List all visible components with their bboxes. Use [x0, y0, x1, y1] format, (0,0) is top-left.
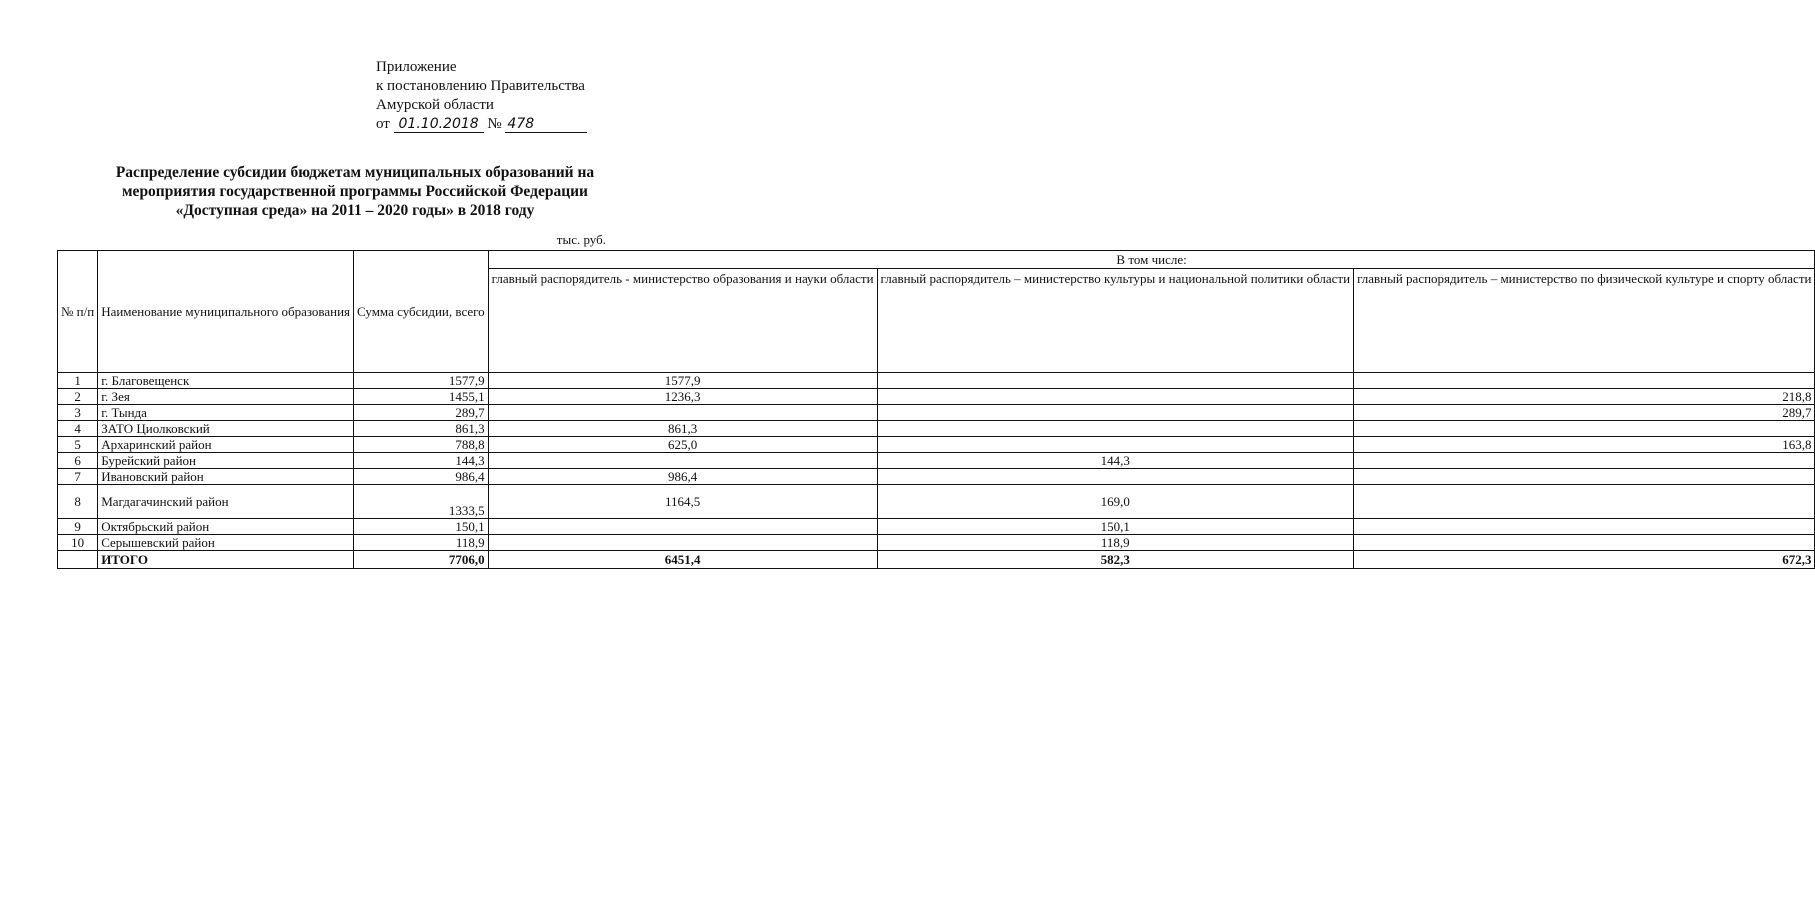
header-including: В том числе:	[488, 251, 1815, 269]
municipality-name: Октябрьский район	[98, 519, 354, 535]
subsidy-table	[57, 250, 1815, 569]
table-row	[58, 437, 1815, 453]
education-amount: 625,0	[488, 437, 877, 453]
header-name: Наименование муниципального образования	[98, 251, 354, 373]
culture-amount: 144,3	[877, 453, 1354, 469]
row-number: 5	[58, 437, 98, 453]
header-num: № п/п	[58, 251, 98, 373]
education-amount	[488, 519, 877, 535]
sport-amount	[1354, 469, 1815, 485]
title-line-1: Распределение субсидии бюджетам муниципальных образований на	[115, 164, 595, 181]
appendix-block	[376, 58, 587, 134]
table-row	[58, 453, 1815, 469]
total-sum: 118,9	[354, 535, 489, 551]
table-row	[58, 535, 1815, 551]
total-sum: 1333,5	[354, 485, 489, 519]
appendix-decree-line: к постановлению Правительства	[376, 78, 585, 94]
header-education: главный распорядитель - министерство образования и науки области	[488, 269, 877, 373]
sport-amount: 218,8	[1354, 389, 1815, 405]
header-sport: главный распорядитель – министерство по физической культуре и спорту области	[1354, 269, 1815, 373]
table-row	[58, 485, 1815, 519]
municipality-name: г. Зея	[98, 389, 354, 405]
total-sum: 1455,1	[354, 389, 489, 405]
municipality-name: Ивановский район	[98, 469, 354, 485]
appendix-date-line	[376, 115, 587, 134]
culture-amount	[877, 389, 1354, 405]
culture-amount	[877, 437, 1354, 453]
sport-amount	[1354, 535, 1815, 551]
row-number: 4	[58, 421, 98, 437]
sport-amount	[1354, 421, 1815, 437]
total-sum: 788,8	[354, 437, 489, 453]
unit-label: тыс. руб.	[556, 232, 606, 247]
table-row	[58, 421, 1815, 437]
culture-amount: 169,0	[877, 485, 1354, 519]
appendix-region-line: Амурской области	[376, 97, 494, 113]
document-title	[90, 163, 620, 220]
row-number: 10	[58, 535, 98, 551]
total-sum: 150,1	[354, 519, 489, 535]
title-line-3: «Доступная среда» на 2011 – 2020 годы» в 2018 году	[175, 202, 535, 219]
total-sum: 7706,0	[354, 551, 489, 569]
municipality-name: Бурейский район	[98, 453, 354, 469]
header-culture: главный распорядитель – министерство культуры и национальной политики области	[877, 269, 1354, 373]
culture-amount	[877, 421, 1354, 437]
appendix-title: Приложение	[376, 59, 457, 75]
municipality-name: г. Тында	[98, 405, 354, 421]
handwritten-number: 478	[505, 117, 587, 133]
total-sum: 861,3	[354, 421, 489, 437]
table-row	[58, 373, 1815, 389]
total-sport: 672,3	[1354, 551, 1815, 569]
culture-amount: 150,1	[877, 519, 1354, 535]
total-sum: 1577,9	[354, 373, 489, 389]
handwritten-date: 01.10.2018	[394, 117, 484, 133]
culture-amount: 118,9	[877, 535, 1354, 551]
culture-amount	[877, 405, 1354, 421]
total-sum: 986,4	[354, 469, 489, 485]
total-row	[58, 551, 1815, 569]
number-prefix: №	[487, 116, 502, 132]
sport-amount: 289,7	[1354, 405, 1815, 421]
row-number: 3	[58, 405, 98, 421]
table-row	[58, 405, 1815, 421]
row-number: 8	[58, 485, 98, 519]
education-amount	[488, 453, 877, 469]
row-number: 2	[58, 389, 98, 405]
municipality-name: Серышевский район	[98, 535, 354, 551]
total-culture: 582,3	[877, 551, 1354, 569]
row-number: 6	[58, 453, 98, 469]
total-num-cell	[58, 551, 98, 569]
date-prefix: от	[376, 116, 390, 132]
sport-amount	[1354, 519, 1815, 535]
culture-amount	[877, 469, 1354, 485]
education-amount: 1577,9	[488, 373, 877, 389]
row-number: 7	[58, 469, 98, 485]
sport-amount: 163,8	[1354, 437, 1815, 453]
municipality-name: ЗАТО Циолковский	[98, 421, 354, 437]
table-row	[58, 389, 1815, 405]
total-education: 6451,4	[488, 551, 877, 569]
municipality-name: г. Благовещенск	[98, 373, 354, 389]
education-amount: 986,4	[488, 469, 877, 485]
header-total: Сумма субсидии, всего	[354, 251, 489, 373]
municipality-name: Архаринский район	[98, 437, 354, 453]
row-number: 9	[58, 519, 98, 535]
culture-amount	[877, 373, 1354, 389]
education-amount: 1236,3	[488, 389, 877, 405]
education-amount: 861,3	[488, 421, 877, 437]
sport-amount	[1354, 453, 1815, 469]
total-sum: 144,3	[354, 453, 489, 469]
education-amount	[488, 535, 877, 551]
total-sum: 289,7	[354, 405, 489, 421]
row-number: 1	[58, 373, 98, 389]
education-amount: 1164,5	[488, 485, 877, 519]
table-row	[58, 469, 1815, 485]
total-label: ИТОГО	[98, 551, 354, 569]
sport-amount	[1354, 373, 1815, 389]
municipality-name: Магдагачинский район	[98, 485, 354, 519]
table-row	[58, 519, 1815, 535]
sport-amount	[1354, 485, 1815, 519]
education-amount	[488, 405, 877, 421]
title-line-2: мероприятия государственной программы Российской Федерации	[122, 183, 588, 200]
